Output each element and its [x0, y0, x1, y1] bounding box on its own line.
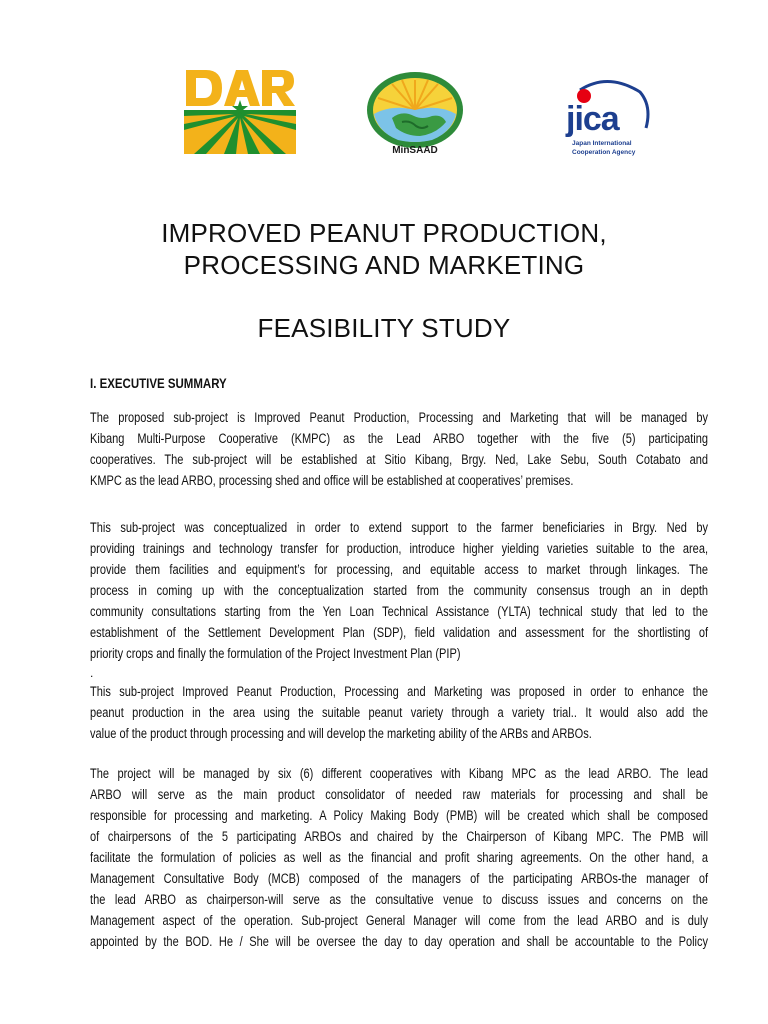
- paragraph-3: [90, 681, 708, 744]
- document-title-line-1: IMPROVED PEANUT PRODUCTION,: [161, 218, 607, 248]
- paragraph-line: cooperatives. The sub-project will be established at Sitio Kibang, Brgy. Ned, Lake Sebu, South Cotabato and: [90, 452, 709, 467]
- paragraph-line: ARBO will serve as the main product consolidator of needed raw materials for processing and shall be: [90, 787, 709, 802]
- paragraph-line: facilitate the formulation of policies as well as the financial and profit sharing agreements. On the other hand, a: [90, 850, 709, 865]
- paragraph-line: providing trainings and technology transfer for production, introduce higher yielding varieties suitable to the area,: [90, 541, 709, 556]
- paragraph-line: Management Consultative Body (MCB) composed of the managers of the participating ARBOs-the manager of: [90, 871, 709, 886]
- paragraph-line: Management aspect of the operation. Sub-project General Manager will come from the lead ARBO and is duly: [90, 913, 709, 928]
- paragraph-line: appointed by the BOD. He / She will be oversee the day to day operation and shall be accountable to the Policy: [90, 934, 709, 949]
- paragraph-line: the lead ARBO as chairperson-will serve as the consultative venue to discuss issues and concerns on the: [90, 892, 709, 907]
- section-heading: I. EXECUTIVE SUMMARY: [90, 375, 227, 391]
- jica-caption-line2: Cooperation Agency: [572, 149, 636, 156]
- jica-wordmark: jica: [566, 100, 619, 138]
- paragraph-line: The proposed sub-project is Improved Peanut Production, Processing and Marketing that will be managed by: [90, 410, 709, 425]
- paragraph-line: This sub-project Improved Peanut Production, Processing and Marketing was proposed in order to enhance the: [90, 684, 709, 699]
- paragraph-2: [90, 517, 708, 664]
- paragraph-line: The project will be managed by six (6) different cooperatives with Kibang MPC as the lead ARBO. The lead: [90, 766, 709, 781]
- paragraph-line: community consultations starting from the Yen Loan Technical Assistance (YLTA) technical study that led to the: [90, 604, 709, 619]
- document-subtitle: FEASIBILITY STUDY: [257, 313, 511, 343]
- paragraph-line: priority crops and finally the formulation of the Project Investment Plan (PIP): [90, 646, 461, 661]
- jica-caption-line1: Japan International: [572, 140, 632, 147]
- paragraph-line: value of the product through processing and will develop the marketing ability of the ARBs and ARBOs.: [90, 726, 592, 741]
- stray-mark: .: [90, 666, 94, 680]
- paragraph-line: This sub-project was conceptualized in order to extend support to the farmer beneficiaries in Brgy. Ned by: [90, 520, 709, 535]
- paragraph-line: of chairpersons of the 5 participating ARBOs and chaired by the Chairperson of Kibang MPC. The PMB will: [90, 829, 709, 844]
- dar-logo: [184, 66, 296, 154]
- minsaad-caption: MinSAAD: [392, 145, 438, 156]
- paragraph-line: KMPC as the lead ARBO, processing shed and office will be established at cooperatives’ premises.: [90, 473, 574, 488]
- jica-logo: [562, 76, 652, 160]
- paragraph-line: process in coming up with the conceptualization started from the community consensus trough an in depth: [90, 583, 709, 598]
- paragraph-line: Kibang Multi-Purpose Cooperative (KMPC) as the Lead ARBO together with the five (5) participating: [90, 431, 709, 446]
- paragraph-line: provide them facilities and equipment’s for processing, and equitable access to market through linkages. The: [90, 562, 709, 577]
- paragraph-line: peanut production in the area using the suitable peanut variety through a variety trial.. It would also add the: [90, 705, 709, 720]
- document-title-line-2: PROCESSING AND MARKETING: [183, 250, 585, 280]
- paragraph-1: [90, 407, 708, 491]
- minsaad-logo: [362, 70, 468, 160]
- paragraph-4: [90, 763, 708, 952]
- paragraph-line: establishment of the Settlement Development Plan (SDP), field validation and assessment for the shortlisting of: [90, 625, 709, 640]
- paragraph-line: responsible for processing and marketing. A Policy Making Body (PMB) will be created which shall be composed: [90, 808, 709, 823]
